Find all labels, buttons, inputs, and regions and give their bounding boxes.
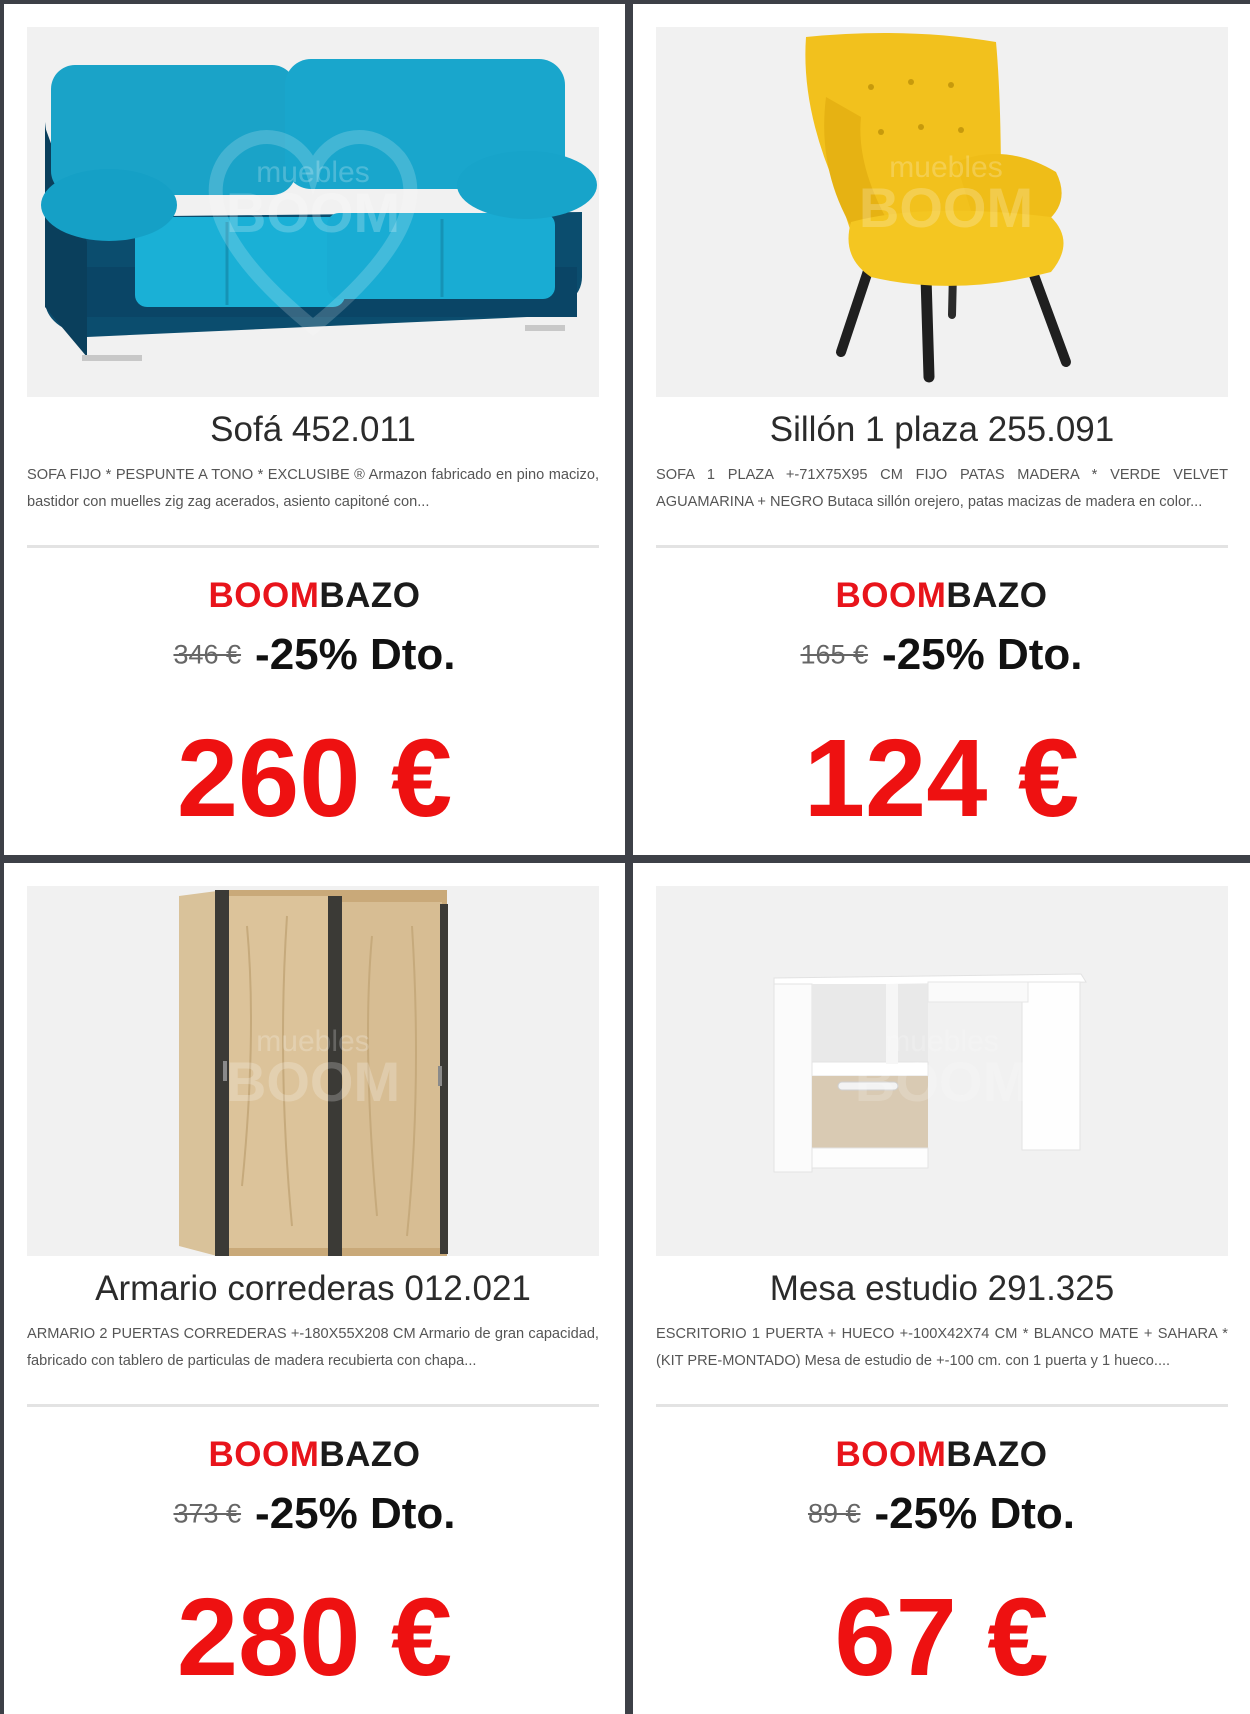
brand-part-bazo: BAZO bbox=[319, 576, 421, 615]
product-image-sofa[interactable] bbox=[27, 27, 599, 397]
product-description: ARMARIO 2 PUERTAS CORREDERAS +-180X55X208 CM Armario de gran capacidad, fabricado con tablero de particulas de madera recubierta con chapa... bbox=[27, 1326, 599, 1369]
product-title[interactable]: Sofá 452.011 bbox=[210, 410, 416, 449]
product-card-sofa[interactable] bbox=[4, 4, 625, 855]
divider bbox=[27, 1404, 599, 1407]
brand-part-boom: BOOM bbox=[835, 1435, 947, 1474]
brand-part-boom: BOOM bbox=[835, 576, 947, 615]
product-image-wardrobe[interactable] bbox=[27, 886, 599, 1256]
brand-logo-text bbox=[633, 1435, 1250, 1475]
brand-part-boom: BOOM bbox=[208, 576, 320, 615]
discount-label: -25% Dto. bbox=[882, 630, 1083, 679]
svg-text:BOOM: BOOM bbox=[225, 181, 401, 244]
product-description: SOFA 1 PLAZA +-71X75X95 CM FIJO PATAS MADERA * VERDE VELVET AGUAMARINA + NEGRO Butaca sillón orejero, patas macizas de madera en color... bbox=[656, 467, 1228, 510]
svg-text:BOOM: BOOM bbox=[858, 176, 1034, 239]
discount-label: -25% Dto. bbox=[255, 1489, 456, 1538]
brand-part-bazo: BAZO bbox=[319, 1435, 421, 1474]
product-card-desk[interactable] bbox=[633, 863, 1250, 1714]
pricing-row bbox=[633, 630, 1250, 680]
study-desk-image bbox=[656, 886, 1228, 1256]
sale-price: 280 € bbox=[176, 1576, 453, 1699]
discount-label: -25% Dto. bbox=[874, 1489, 1076, 1538]
brand-logo-text bbox=[4, 576, 625, 616]
divider bbox=[27, 545, 599, 548]
old-price: 373 € bbox=[173, 1498, 242, 1529]
product-card-wardrobe[interactable] bbox=[4, 863, 625, 1714]
discount-label: -25% Dto. bbox=[255, 630, 456, 679]
old-price: 165 € bbox=[800, 639, 869, 670]
sale-price: 67 € bbox=[834, 1576, 1049, 1699]
product-title[interactable]: Armario correderas 012.021 bbox=[95, 1269, 531, 1308]
divider bbox=[656, 1404, 1228, 1407]
brand-part-bazo: BAZO bbox=[946, 1435, 1048, 1474]
blue-sofa-image bbox=[27, 27, 599, 397]
pricing-row bbox=[4, 630, 625, 680]
old-price: 346 € bbox=[173, 639, 242, 670]
sale-price: 260 € bbox=[176, 717, 453, 840]
brand-logo-text bbox=[4, 1435, 625, 1475]
product-title[interactable]: Mesa estudio 291.325 bbox=[769, 1269, 1115, 1308]
brand-logo-text bbox=[633, 576, 1250, 616]
product-image-desk[interactable] bbox=[656, 886, 1228, 1256]
sliding-wardrobe-image bbox=[27, 886, 599, 1256]
old-price: 89 € bbox=[807, 1498, 861, 1529]
product-description: SOFA FIJO * PESPUNTE A TONO * EXCLUSIBE ® Armazon fabricado en pino macizo, bastidor con muelles zig zag acerados, asiento capitoné con... bbox=[27, 467, 599, 510]
svg-text:muebles: muebles bbox=[256, 1025, 370, 1058]
svg-text:BOOM: BOOM bbox=[854, 1050, 1030, 1113]
svg-text:muebles: muebles bbox=[885, 1025, 999, 1058]
product-image-armchair[interactable] bbox=[656, 27, 1228, 397]
svg-text:muebles: muebles bbox=[889, 151, 1003, 184]
product-title[interactable]: Sillón 1 plaza 255.091 bbox=[769, 410, 1115, 449]
svg-text:BOOM: BOOM bbox=[225, 1050, 401, 1113]
brand-part-boom: BOOM bbox=[208, 1435, 320, 1474]
product-description: ESCRITORIO 1 PUERTA + HUECO +-100X42X74 CM * BLANCO MATE + SAHARA * (KIT PRE-MONTADO) Mesa de estudio de +-100 cm. con 1 puerta y 1 hueco.... bbox=[656, 1326, 1228, 1369]
product-card-armchair[interactable] bbox=[633, 4, 1250, 855]
pricing-row bbox=[4, 1489, 625, 1539]
divider bbox=[656, 545, 1228, 548]
svg-text:muebles: muebles bbox=[256, 156, 370, 189]
sale-price: 124 € bbox=[803, 717, 1080, 840]
pricing-row bbox=[633, 1489, 1250, 1539]
yellow-armchair-image bbox=[656, 27, 1228, 397]
brand-part-bazo: BAZO bbox=[946, 576, 1048, 615]
